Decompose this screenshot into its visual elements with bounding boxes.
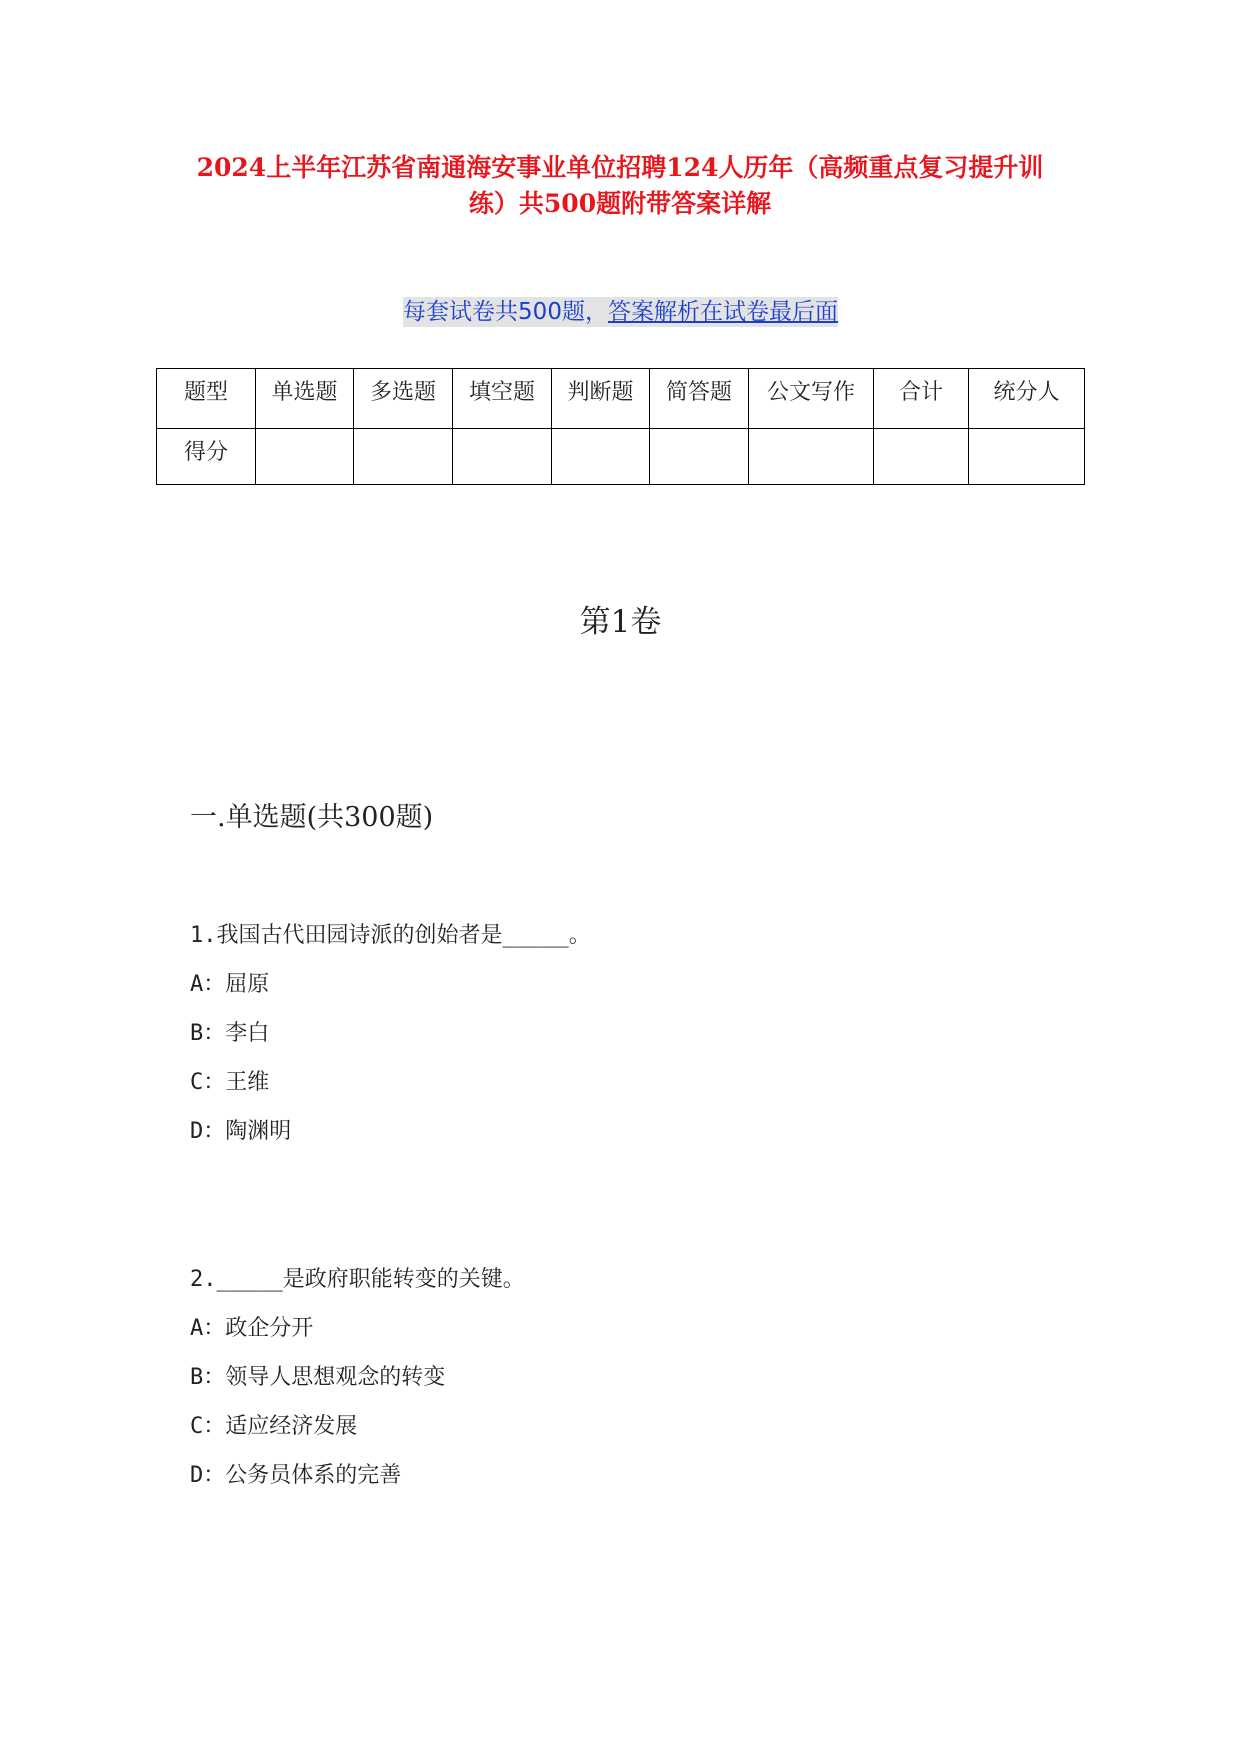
question-1-option-c: C：王维 xyxy=(190,1070,270,1095)
score-row-label: 得分 xyxy=(157,429,256,485)
header-cell: 公文写作 xyxy=(749,369,874,429)
score-cell xyxy=(552,429,650,485)
score-cell xyxy=(874,429,969,485)
question-2-option-a: A：政企分开 xyxy=(190,1316,314,1341)
notice-part2: 答案解析在试卷最后面 xyxy=(607,299,838,325)
question-1-option-b: B：李白 xyxy=(190,1021,270,1046)
notice-line xyxy=(0,293,1241,326)
notice-part1: 每套试卷共500题， xyxy=(403,299,608,325)
header-cell: 填空题 xyxy=(453,369,552,429)
question-2-stem: 2._____是政府职能转变的关键。 xyxy=(190,1267,525,1292)
score-table xyxy=(156,368,1085,485)
volume-title: 第1卷 xyxy=(579,604,662,640)
header-cell: 多选题 xyxy=(354,369,453,429)
score-cell xyxy=(256,429,354,485)
question-2-option-c: C：适应经济发展 xyxy=(190,1414,358,1439)
question-2-option-d: D：公务员体系的完善 xyxy=(190,1463,402,1488)
score-cell xyxy=(969,429,1085,485)
question-1-stem: 1.我国古代田园诗派的创始者是_____。 xyxy=(190,923,591,948)
score-table-score-row xyxy=(157,429,1085,485)
score-table-header-row xyxy=(157,369,1085,429)
question-2-option-b: B：领导人思想观念的转变 xyxy=(190,1365,446,1390)
header-cell: 判断题 xyxy=(552,369,650,429)
header-cell: 统分人 xyxy=(969,369,1085,429)
document-title: 2024上半年江苏省南通海安事业单位招聘124人历年（高频重点复习提升训练）共500题附带答案详解 xyxy=(196,153,1044,218)
header-cell: 简答题 xyxy=(650,369,749,429)
score-cell xyxy=(749,429,874,485)
question-1-option-a: A：屈原 xyxy=(190,972,270,997)
score-cell xyxy=(650,429,749,485)
header-cell: 合计 xyxy=(874,369,969,429)
header-cell: 题型 xyxy=(157,369,256,429)
score-cell xyxy=(453,429,552,485)
section-title: 一.单选题(共300题) xyxy=(190,802,434,833)
question-1-option-d: D：陶渊明 xyxy=(190,1119,292,1144)
header-cell: 单选题 xyxy=(256,369,354,429)
score-cell xyxy=(354,429,453,485)
